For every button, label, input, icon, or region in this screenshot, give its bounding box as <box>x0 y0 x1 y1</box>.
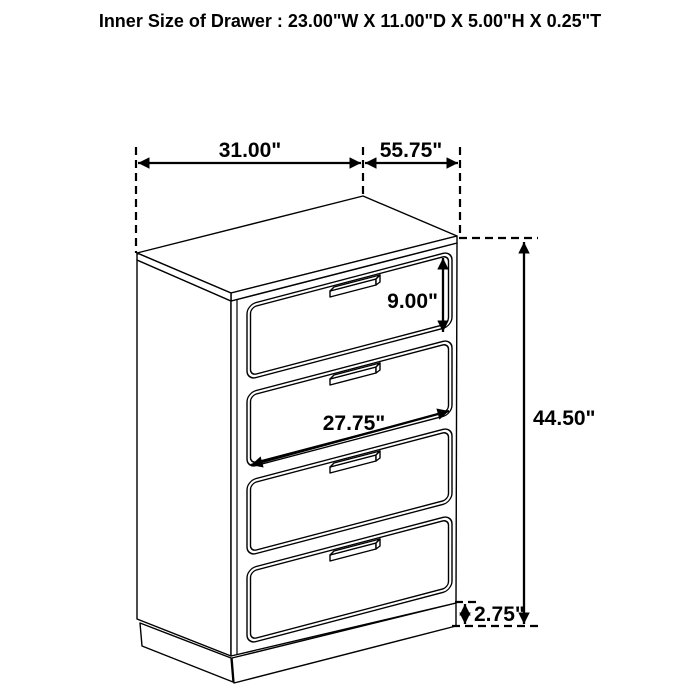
chest-side-panel <box>137 260 231 656</box>
dim-label-drawer-height: 9.00" <box>387 290 438 313</box>
dim-label-top-width: 31.00" <box>218 139 282 162</box>
chest-drawing <box>137 196 457 683</box>
dim-label-overall-height: 44.50" <box>533 407 596 430</box>
dim-label-top-depth: 55.75" <box>379 139 443 162</box>
dim-label-base-height: 2.75" <box>474 603 525 626</box>
diagram-title: Inner Size of Drawer : 23.00"W X 11.00"D X 5.00"H X 0.25"T <box>98 11 602 31</box>
dim-label-drawer-width: 27.75" <box>322 412 386 435</box>
